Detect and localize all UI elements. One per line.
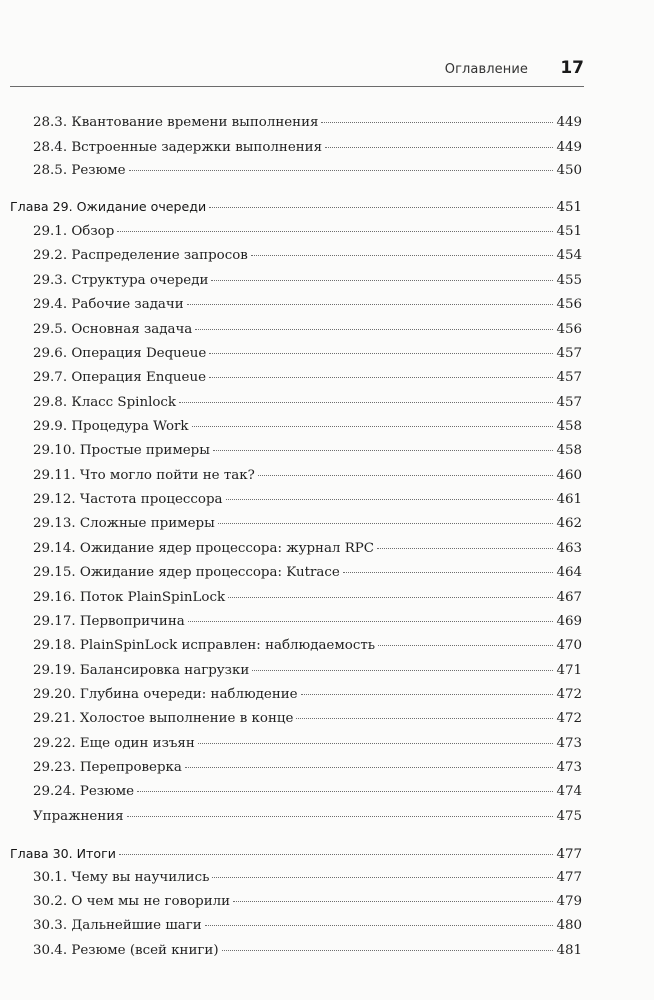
toc-section-entry[interactable] [33, 711, 582, 733]
toc-entry-title: 28.4. Встроенные задержки выполнения [33, 140, 323, 155]
toc-section-entry[interactable] [33, 565, 582, 587]
toc-section-entry[interactable] [33, 614, 582, 636]
toc-entry-title: 29.17. Первопричина [33, 614, 185, 629]
toc-entry-page-number: 479 [556, 894, 582, 909]
running-header [10, 58, 584, 87]
toc-chapter-entry[interactable] [10, 199, 582, 221]
toc-section-entry[interactable] [33, 443, 582, 465]
toc-entry-page-number: 450 [556, 163, 582, 178]
toc-entry-page-number: 457 [556, 395, 582, 410]
toc-entry-title: 29.12. Частота процессора [33, 492, 223, 507]
dot-leader [212, 877, 553, 878]
dot-leader [127, 816, 554, 817]
toc-entry-page-number: 451 [556, 224, 582, 239]
toc-section-entry[interactable] [33, 395, 582, 417]
dot-leader [222, 950, 554, 951]
toc-entry-title: 29.13. Сложные примеры [33, 516, 215, 531]
toc-entry-page-number: 467 [556, 590, 582, 605]
toc-entry-title: 29.10. Простые примеры [33, 443, 210, 458]
toc-entry-page-number: 481 [556, 943, 582, 958]
toc-section-entry[interactable] [33, 370, 582, 392]
toc-section-entry[interactable] [33, 760, 582, 782]
dot-leader [213, 450, 554, 451]
toc-section-entry[interactable] [33, 638, 582, 660]
running-header-title: Оглавление [444, 62, 528, 77]
toc-entry-page-number: 472 [556, 687, 582, 702]
toc-section-entry[interactable] [33, 541, 582, 563]
toc-entry-title: 29.18. PlainSpinLock исправлен: наблюдаемость [33, 638, 376, 653]
toc-section-entry[interactable] [33, 943, 582, 965]
toc-section-entry[interactable] [33, 297, 582, 319]
toc-entry-title: 29.20. Глубина очереди: наблюдение [33, 687, 298, 702]
dot-leader [192, 426, 554, 427]
toc-section-entry[interactable] [33, 163, 582, 185]
toc-entry-page-number: 454 [556, 248, 582, 263]
dot-leader [321, 122, 553, 123]
toc-entry-page-number: 473 [556, 760, 582, 775]
page-number: 17 [560, 58, 584, 78]
dot-leader [209, 207, 553, 208]
dot-leader [179, 402, 553, 403]
toc-entry-title: 30.3. Дальнейшие шаги [33, 918, 202, 933]
toc-entry-title: 29.8. Класс Spinlock [33, 395, 177, 410]
toc-entry-page-number: 451 [556, 200, 582, 215]
toc-entry-page-number: 458 [556, 443, 582, 458]
toc-section-entry[interactable] [33, 492, 582, 514]
dot-leader [296, 718, 553, 719]
toc-section-entry[interactable] [33, 273, 582, 295]
toc-entry-title: 29.19. Балансировка нагрузки [33, 663, 250, 678]
toc-section-entry[interactable] [33, 140, 582, 162]
toc-entry-page-number: 464 [556, 565, 582, 580]
dot-leader [218, 523, 554, 524]
toc-entry-page-number: 480 [556, 918, 582, 933]
toc-entry-title: 29.14. Ожидание ядер процессора: журнал RPC [33, 541, 375, 556]
toc-entry-title: 29.22. Еще один изъян [33, 736, 195, 751]
toc-entry-page-number: 461 [556, 492, 582, 507]
dot-leader [117, 231, 553, 232]
toc-entry-title: 29.3. Структура очереди [33, 273, 209, 288]
toc-entry-page-number: 463 [556, 541, 582, 556]
toc-entry-page-number: 460 [556, 468, 582, 483]
toc-section-entry[interactable] [33, 590, 582, 612]
toc-entry-title: 30.2. О чем мы не говорили [33, 894, 231, 909]
toc-entry-page-number: 462 [556, 516, 582, 531]
dot-leader [195, 329, 553, 330]
toc-entry-title: Глава 29. Ожидание очереди [10, 199, 207, 214]
toc-entry-title: 30.4. Резюме (всей книги) [33, 943, 219, 958]
dot-leader [209, 353, 553, 354]
toc-entry-page-number: 457 [556, 346, 582, 361]
dot-leader [226, 499, 554, 500]
dot-leader [252, 670, 553, 671]
dot-leader [343, 572, 554, 573]
toc-entry-title: 29.2. Распределение запросов [33, 248, 248, 263]
toc-entry-title: 29.23. Перепроверка [33, 760, 182, 775]
toc-entry-page-number: 449 [556, 115, 582, 130]
toc-section-entry[interactable] [33, 736, 582, 758]
toc-section-entry[interactable] [33, 248, 582, 270]
toc-entry-page-number: 469 [556, 614, 582, 629]
toc-section-entry[interactable] [33, 468, 582, 490]
toc-entry-page-number: 471 [556, 663, 582, 678]
toc-section-entry[interactable] [33, 346, 582, 368]
dot-leader [377, 548, 553, 549]
dot-leader [258, 475, 554, 476]
toc-entry-page-number: 470 [556, 638, 582, 653]
toc-entry-title: 29.7. Операция Enqueue [33, 370, 207, 385]
toc-entry-page-number: 475 [556, 809, 582, 824]
toc-entry-title: 29.21. Холостое выполнение в конце [33, 711, 294, 726]
toc-entry-page-number: 474 [556, 784, 582, 799]
toc-entry-title: Глава 30. Итоги [10, 846, 116, 861]
toc-entry-title: 30.1. Чему вы научились [33, 870, 210, 885]
dot-leader [211, 280, 553, 281]
dot-leader [185, 767, 554, 768]
dot-leader [251, 255, 554, 256]
toc-section-entry[interactable] [33, 516, 582, 538]
toc-section-entry[interactable] [33, 918, 582, 940]
dot-leader [233, 901, 553, 902]
dot-leader [325, 147, 553, 148]
toc-entry-title: 29.24. Резюме [33, 784, 135, 799]
toc-entry-page-number: 458 [556, 419, 582, 434]
toc-entry-page-number: 449 [556, 140, 582, 155]
toc-section-entry[interactable] [33, 322, 582, 344]
toc-entry-title: 29.4. Рабочие задачи [33, 297, 184, 312]
dot-leader [137, 791, 553, 792]
toc-entry-title: 29.6. Операция Dequeue [33, 346, 207, 361]
toc-section-entry[interactable] [33, 809, 582, 831]
toc-entry-title: 29.5. Основная задача [33, 322, 193, 337]
dot-leader [205, 925, 554, 926]
toc-section-entry[interactable] [33, 784, 582, 806]
toc-entry-page-number: 457 [556, 370, 582, 385]
toc-section-entry[interactable] [33, 687, 582, 709]
toc-entry-page-number: 477 [556, 870, 582, 885]
dot-leader [209, 377, 553, 378]
toc-entry-title: 29.9. Процедура Work [33, 419, 189, 434]
toc-entry-page-number: 456 [556, 297, 582, 312]
toc-entry-title: 29.11. Что могло пойти не так? [33, 468, 255, 483]
dot-leader [378, 645, 553, 646]
toc-entry-page-number: 473 [556, 736, 582, 751]
dot-leader [119, 854, 554, 855]
toc-entry-page-number: 456 [556, 322, 582, 337]
toc-section-entry[interactable] [33, 663, 582, 685]
toc-entry-title: Упражнения [33, 809, 124, 824]
dot-leader [301, 694, 554, 695]
toc-section-entry[interactable] [33, 224, 582, 246]
toc-entry-title: 29.15. Ожидание ядер процессора: Kutrace [33, 565, 340, 580]
toc-section-entry[interactable] [33, 870, 582, 892]
toc-entry-title: 29.16. Поток PlainSpinLock [33, 590, 226, 605]
dot-leader [228, 597, 553, 598]
dot-leader [188, 621, 554, 622]
toc-section-entry[interactable] [33, 419, 582, 441]
dot-leader [198, 743, 554, 744]
toc-entry-title: 28.5. Резюме [33, 163, 126, 178]
toc-section-entry[interactable] [33, 894, 582, 916]
toc-entry-title: 28.3. Квантование времени выполнения [33, 115, 319, 130]
toc-entry-page-number: 455 [556, 273, 582, 288]
dot-leader [129, 170, 554, 171]
toc-entry-title: 29.1. Обзор [33, 224, 115, 239]
toc-entry-page-number: 472 [556, 711, 582, 726]
dot-leader [187, 304, 554, 305]
toc-entry-page-number: 477 [556, 847, 582, 862]
toc-section-entry[interactable] [33, 115, 582, 137]
toc-chapter-entry[interactable] [10, 846, 582, 868]
